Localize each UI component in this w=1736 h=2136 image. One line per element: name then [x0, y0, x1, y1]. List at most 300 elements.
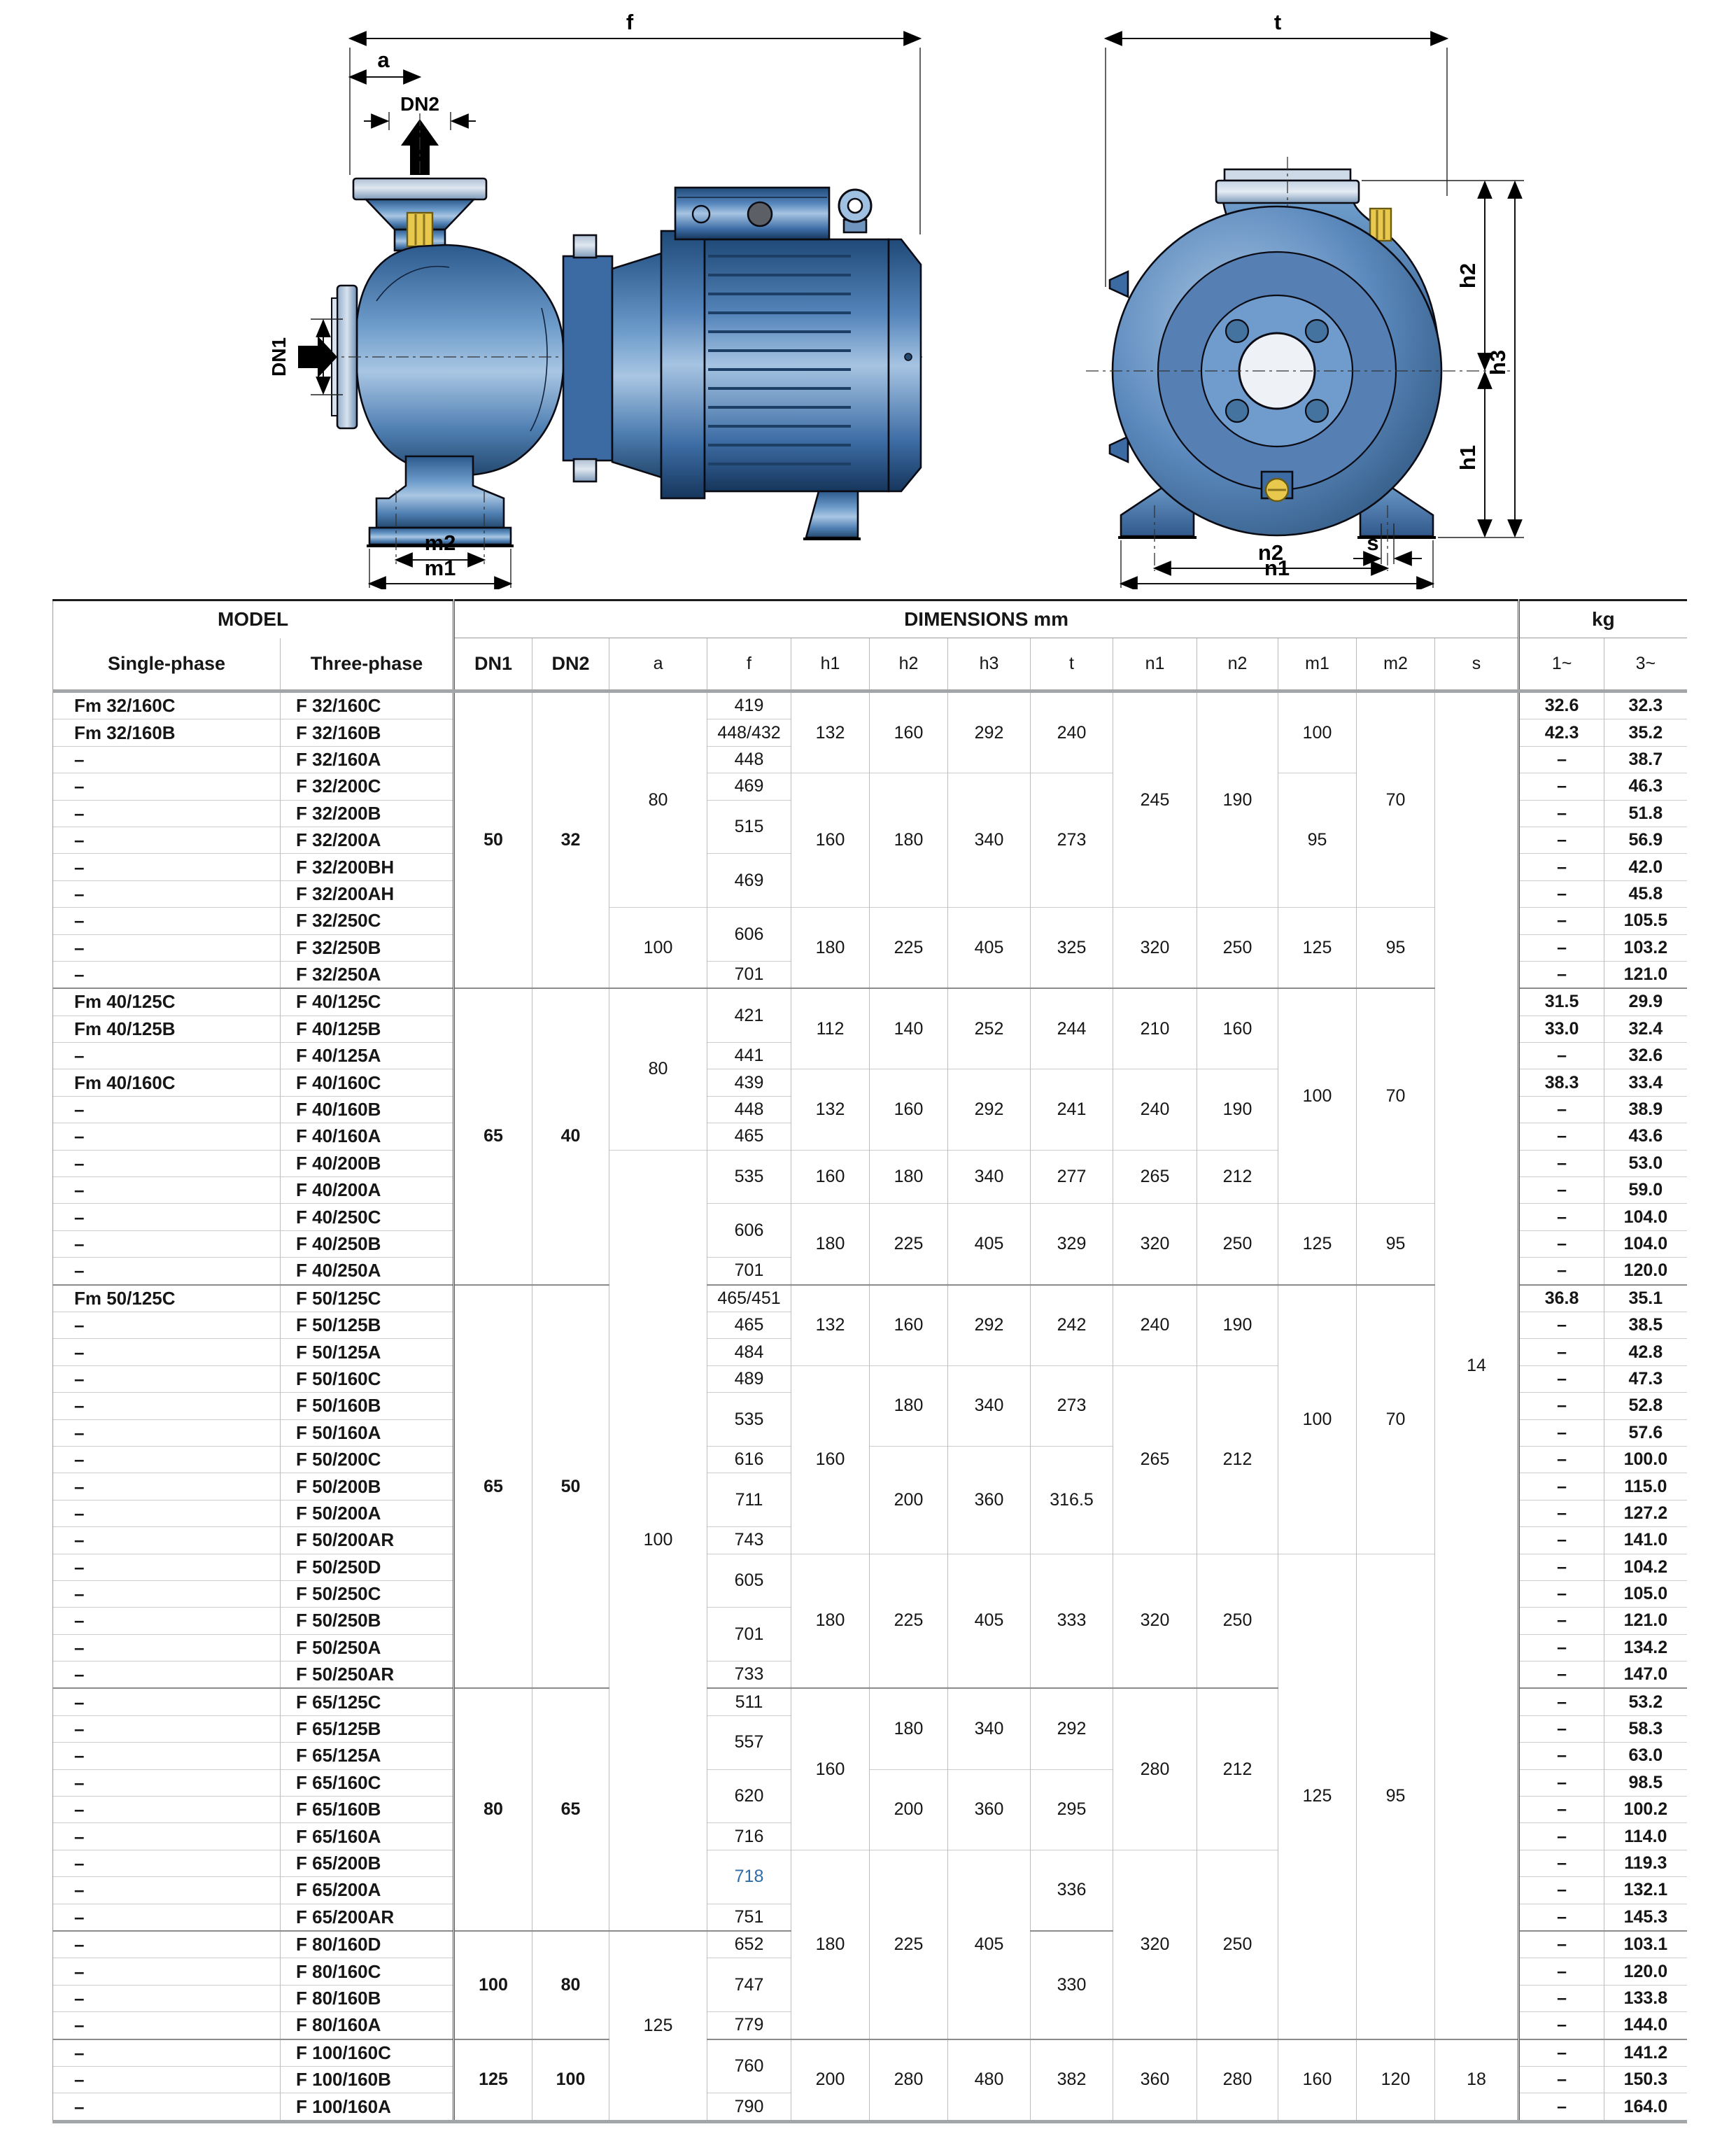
cell-h3: 292: [948, 691, 1031, 773]
cell-kg3: 115.0: [1604, 1473, 1687, 1500]
cell-kg1: –: [1519, 1204, 1604, 1230]
cell-h2: 180: [870, 1688, 948, 1769]
cell-single: –: [53, 2012, 281, 2039]
cell-n2: 280: [1197, 2039, 1278, 2122]
cell-three: F 40/160B: [281, 1096, 454, 1123]
cell-three: F 32/250A: [281, 961, 454, 988]
cell-kg3: 121.0: [1604, 1608, 1687, 1634]
cell-kg3: 63.0: [1604, 1743, 1687, 1769]
cell-single: –: [53, 746, 281, 773]
cell-single: –: [53, 1715, 281, 1742]
cell-n2: 250: [1197, 1850, 1278, 2039]
header-dimensions: DIMENSIONS mm: [454, 600, 1519, 638]
cell-kg3: 134.2: [1604, 1634, 1687, 1661]
cell-three: F 40/160A: [281, 1123, 454, 1150]
cell-kg1: –: [1519, 1661, 1604, 1689]
cell-h2: 225: [870, 908, 948, 989]
column-header-s: s: [1435, 638, 1519, 691]
cell-three: F 65/125A: [281, 1743, 454, 1769]
cell-three: F 40/250C: [281, 1204, 454, 1230]
cell-single: –: [53, 961, 281, 988]
cell-f: 535: [707, 1150, 791, 1204]
cell-f: 718: [707, 1850, 791, 1904]
cell-n2: 250: [1197, 1554, 1278, 1688]
cell-t: 273: [1031, 1365, 1113, 1446]
table-row: [53, 2039, 1687, 2067]
cell-t: 333: [1031, 1554, 1113, 1688]
cell-kg1: –: [1519, 1877, 1604, 1904]
cell-t: 273: [1031, 773, 1113, 908]
dim-label-h3: h3: [1486, 349, 1510, 376]
cell-f: 421: [707, 988, 791, 1042]
cell-h3: 340: [948, 1150, 1031, 1204]
cell-three: F 32/200A: [281, 827, 454, 853]
cell-kg1: –: [1519, 1527, 1604, 1554]
cell-single: –: [53, 1150, 281, 1176]
cell-f: 652: [707, 1931, 791, 1958]
cell-h2: 200: [870, 1769, 948, 1850]
cell-f: 557: [707, 1715, 791, 1769]
cell-f: 439: [707, 1069, 791, 1096]
cell-single: –: [53, 1688, 281, 1715]
cell-kg3: 164.0: [1604, 2093, 1687, 2121]
cell-three: F 32/200B: [281, 800, 454, 827]
cell-n1: 320: [1113, 1204, 1197, 1285]
cell-dn1: 50: [454, 691, 532, 989]
cell-kg1: –: [1519, 1850, 1604, 1876]
cell-a: 80: [609, 691, 707, 908]
cell-single: –: [53, 1797, 281, 1823]
cell-kg3: 127.2: [1604, 1500, 1687, 1526]
cell-kg1: –: [1519, 908, 1604, 934]
cell-single: –: [53, 1527, 281, 1554]
cell-single: –: [53, 1043, 281, 1069]
cell-h2: 280: [870, 2039, 948, 2122]
cell-kg3: 119.3: [1604, 1850, 1687, 1876]
cell-h1: 132: [791, 1069, 870, 1150]
cell-three: F 50/250D: [281, 1554, 454, 1580]
cell-single: Fm 40/160C: [53, 1069, 281, 1096]
cell-single: –: [53, 1230, 281, 1257]
cell-single: –: [53, 1204, 281, 1230]
cell-f: 489: [707, 1365, 791, 1392]
cell-single: –: [53, 1661, 281, 1689]
cell-f: 701: [707, 961, 791, 988]
cell-kg3: 32.3: [1604, 691, 1687, 719]
cell-kg1: –: [1519, 1743, 1604, 1769]
gland-plug: [407, 213, 432, 246]
column-header-a: a: [609, 638, 707, 691]
cell-h2: 225: [870, 1204, 948, 1285]
cell-kg1: 38.3: [1519, 1069, 1604, 1096]
cell-kg1: –: [1519, 1688, 1604, 1715]
column-header-dn1: DN1: [454, 638, 532, 691]
cell-single: –: [53, 880, 281, 907]
cell-m1: 160: [1278, 2039, 1357, 2122]
cell-three: F 65/200A: [281, 1877, 454, 1904]
cell-kg3: 120.0: [1604, 1958, 1687, 1985]
cell-kg3: 144.0: [1604, 2012, 1687, 2039]
cell-h1: 132: [791, 691, 870, 773]
cell-three: F 65/160C: [281, 1769, 454, 1796]
cell-three: F 32/160A: [281, 746, 454, 773]
cell-kg1: –: [1519, 1554, 1604, 1580]
cell-t: 242: [1031, 1285, 1113, 1366]
cell-f: 616: [707, 1446, 791, 1473]
cell-three: F 32/200AH: [281, 880, 454, 907]
cell-t: 382: [1031, 2039, 1113, 2122]
cell-three: F 50/250C: [281, 1580, 454, 1607]
cell-h2: 200: [870, 1446, 948, 1554]
cell-h1: 160: [791, 1150, 870, 1204]
cell-three: F 50/125B: [281, 1312, 454, 1338]
cell-kg1: –: [1519, 1580, 1604, 1607]
cell-kg3: 29.9: [1604, 988, 1687, 1016]
cell-f: 711: [707, 1473, 791, 1527]
cell-a: 100: [609, 1150, 707, 1931]
cell-single: –: [53, 1608, 281, 1634]
cell-kg1: –: [1519, 2039, 1604, 2067]
cell-kg1: –: [1519, 1230, 1604, 1257]
cell-m1: 100: [1278, 691, 1357, 773]
cell-f: 448: [707, 746, 791, 773]
cell-single: –: [53, 2093, 281, 2121]
cell-kg1: –: [1519, 1823, 1604, 1850]
cell-kg1: –: [1519, 1393, 1604, 1419]
cell-kg3: 105.5: [1604, 908, 1687, 934]
cell-kg1: –: [1519, 1419, 1604, 1446]
cell-single: –: [53, 1096, 281, 1123]
cell-kg1: –: [1519, 961, 1604, 988]
cell-f: 760: [707, 2039, 791, 2093]
cell-three: F 32/250B: [281, 934, 454, 961]
cell-single: –: [53, 827, 281, 853]
cell-kg3: 104.0: [1604, 1230, 1687, 1257]
cell-n2: 250: [1197, 908, 1278, 989]
cell-t: 244: [1031, 988, 1113, 1069]
cell-single: –: [53, 908, 281, 934]
cell-kg1: 32.6: [1519, 691, 1604, 719]
cell-a: 125: [609, 1931, 707, 2121]
cell-h1: 160: [791, 773, 870, 908]
pump-side-view-drawing: [259, 7, 931, 589]
cell-t: 330: [1031, 1931, 1113, 2039]
cell-n2: 212: [1197, 1365, 1278, 1554]
cell-three: F 40/125A: [281, 1043, 454, 1069]
cell-kg3: 120.0: [1604, 1258, 1687, 1285]
cell-n1: 320: [1113, 1850, 1197, 2039]
cell-h1: 160: [791, 1688, 870, 1850]
cell-h1: 160: [791, 1365, 870, 1554]
cell-kg3: 45.8: [1604, 880, 1687, 907]
cell-dn1: 125: [454, 2039, 532, 2122]
cell-kg3: 150.3: [1604, 2066, 1687, 2093]
cell-n1: 320: [1113, 1554, 1197, 1688]
cell-t: 241: [1031, 1069, 1113, 1150]
cell-n2: 212: [1197, 1150, 1278, 1204]
cell-kg3: 42.0: [1604, 854, 1687, 880]
cell-f: 535: [707, 1393, 791, 1447]
cell-three: F 100/160B: [281, 2066, 454, 2093]
cell-h1: 132: [791, 1285, 870, 1366]
cell-n2: 190: [1197, 1069, 1278, 1150]
cell-kg1: –: [1519, 1608, 1604, 1634]
cell-t: 329: [1031, 1204, 1113, 1285]
cell-three: F 65/200B: [281, 1850, 454, 1876]
cell-kg3: 133.8: [1604, 1985, 1687, 2011]
cell-three: F 80/160D: [281, 1931, 454, 1958]
cell-single: –: [53, 1473, 281, 1500]
cell-three: F 32/160B: [281, 719, 454, 746]
dim-label-f: f: [626, 10, 634, 34]
cell-single: –: [53, 1580, 281, 1607]
dim-label-dn2: DN2: [400, 93, 440, 115]
cell-h2: 180: [870, 1365, 948, 1446]
cell-f: 779: [707, 2012, 791, 2039]
cell-three: F 50/125A: [281, 1339, 454, 1365]
cell-single: –: [53, 1634, 281, 1661]
cell-kg3: 57.6: [1604, 1419, 1687, 1446]
cell-dn2: 32: [532, 691, 609, 989]
cell-single: –: [53, 1312, 281, 1338]
dim-label-a: a: [377, 48, 390, 72]
column-header-kg1: 1~: [1519, 638, 1604, 691]
cell-kg3: 53.2: [1604, 1688, 1687, 1715]
cell-kg3: 141.2: [1604, 2039, 1687, 2067]
cell-t: 325: [1031, 908, 1113, 989]
cell-m1: 95: [1278, 773, 1357, 908]
cell-dn1: 65: [454, 988, 532, 1284]
cell-kg1: –: [1519, 854, 1604, 880]
cell-kg1: 33.0: [1519, 1016, 1604, 1042]
cell-h3: 405: [948, 1204, 1031, 1285]
cell-kg3: 58.3: [1604, 1715, 1687, 1742]
cell-single: –: [53, 1850, 281, 1876]
cell-kg1: –: [1519, 934, 1604, 961]
cell-dn1: 65: [454, 1285, 532, 1689]
cell-a: 100: [609, 908, 707, 989]
cell-single: –: [53, 773, 281, 800]
column-header-n1: n1: [1113, 638, 1197, 691]
cell-h3: 405: [948, 1850, 1031, 2039]
cell-single: –: [53, 1877, 281, 1904]
cell-kg3: 43.6: [1604, 1123, 1687, 1150]
cell-single: Fm 40/125C: [53, 988, 281, 1016]
cell-h1: 112: [791, 988, 870, 1069]
cell-h3: 405: [948, 1554, 1031, 1688]
dim-label-dn1: DN1: [268, 337, 290, 377]
cell-kg3: 104.2: [1604, 1554, 1687, 1580]
column-header-h3: h3: [948, 638, 1031, 691]
cell-three: F 32/160C: [281, 691, 454, 719]
cell-kg1: –: [1519, 1473, 1604, 1500]
dim-label-h1: h1: [1455, 444, 1480, 471]
cell-three: F 32/250C: [281, 908, 454, 934]
cell-h1: 180: [791, 908, 870, 989]
cell-n2: 160: [1197, 988, 1278, 1069]
table-group-header-row: [53, 600, 1687, 638]
cell-t: 292: [1031, 1688, 1113, 1769]
cell-n1: 210: [1113, 988, 1197, 1069]
gland-plug: [1370, 209, 1391, 241]
cell-kg1: –: [1519, 1797, 1604, 1823]
cell-single: –: [53, 934, 281, 961]
cell-dn2: 65: [532, 1688, 609, 1931]
dim-label-n1: n1: [1264, 556, 1290, 580]
cell-kg3: 56.9: [1604, 827, 1687, 853]
cell-three: F 32/200C: [281, 773, 454, 800]
cell-h3: 292: [948, 1069, 1031, 1150]
cell-dn2: 40: [532, 988, 609, 1284]
cell-kg3: 121.0: [1604, 961, 1687, 988]
cell-kg3: 33.4: [1604, 1069, 1687, 1096]
column-header-m1: m1: [1278, 638, 1357, 691]
cell-f: 515: [707, 800, 791, 854]
cell-m1: 100: [1278, 1285, 1357, 1554]
cell-h1: 180: [791, 1554, 870, 1688]
cell-m2: 95: [1357, 1204, 1435, 1285]
cell-three: F 40/250A: [281, 1258, 454, 1285]
cell-n1: 280: [1113, 1688, 1197, 1850]
cell-single: Fm 40/125B: [53, 1016, 281, 1042]
cell-single: –: [53, 1177, 281, 1204]
cell-m1: 100: [1278, 988, 1357, 1204]
cell-single: Fm 32/160C: [53, 691, 281, 719]
cell-kg1: –: [1519, 1904, 1604, 1931]
cell-kg3: 51.8: [1604, 800, 1687, 827]
cell-kg1: –: [1519, 1634, 1604, 1661]
cell-m2: 120: [1357, 2039, 1435, 2122]
cell-kg1: –: [1519, 2012, 1604, 2039]
cell-single: –: [53, 1554, 281, 1580]
cell-kg3: 52.8: [1604, 1393, 1687, 1419]
cell-m1: 125: [1278, 908, 1357, 989]
cell-kg1: –: [1519, 773, 1604, 800]
cell-kg3: 32.6: [1604, 1043, 1687, 1069]
cell-kg1: –: [1519, 1123, 1604, 1150]
cell-a: 80: [609, 988, 707, 1150]
cell-t: 295: [1031, 1769, 1113, 1850]
cell-kg3: 32.4: [1604, 1016, 1687, 1042]
cell-kg1: –: [1519, 1258, 1604, 1285]
cell-three: F 50/160B: [281, 1393, 454, 1419]
cell-single: –: [53, 1393, 281, 1419]
cell-h1: 200: [791, 2039, 870, 2122]
column-header-single: Single-phase: [53, 638, 281, 691]
cell-three: F 40/125B: [281, 1016, 454, 1042]
cell-kg1: –: [1519, 880, 1604, 907]
cell-kg1: –: [1519, 1043, 1604, 1069]
cell-n2: 250: [1197, 1204, 1278, 1285]
cell-kg3: 132.1: [1604, 1877, 1687, 1904]
cell-single: Fm 50/125C: [53, 1285, 281, 1312]
cell-single: –: [53, 2066, 281, 2093]
dim-label-m1: m1: [424, 556, 456, 580]
cell-three: F 50/200C: [281, 1446, 454, 1473]
cell-kg3: 47.3: [1604, 1365, 1687, 1392]
dim-label-t: t: [1273, 10, 1282, 34]
cell-kg3: 145.3: [1604, 1904, 1687, 1931]
cell-h3: 480: [948, 2039, 1031, 2122]
cell-n1: 240: [1113, 1069, 1197, 1150]
cell-h3: 360: [948, 1769, 1031, 1850]
cell-kg3: 98.5: [1604, 1769, 1687, 1796]
column-header-dn2: DN2: [532, 638, 609, 691]
column-header-h2: h2: [870, 638, 948, 691]
cell-three: F 40/200B: [281, 1150, 454, 1176]
cell-three: F 32/200BH: [281, 854, 454, 880]
cell-kg3: 35.1: [1604, 1285, 1687, 1312]
cell-kg1: 42.3: [1519, 719, 1604, 746]
cell-kg1: –: [1519, 1177, 1604, 1204]
header-kg: kg: [1519, 600, 1687, 638]
cell-three: F 50/250AR: [281, 1661, 454, 1689]
cell-dn2: 100: [532, 2039, 609, 2122]
cell-three: F 65/200AR: [281, 1904, 454, 1931]
cell-f: 511: [707, 1688, 791, 1715]
cell-single: –: [53, 854, 281, 880]
cell-kg1: –: [1519, 746, 1604, 773]
dim-label-m2: m2: [424, 531, 456, 555]
cell-dn2: 50: [532, 1285, 609, 1689]
cell-single: –: [53, 1743, 281, 1769]
cell-kg1: –: [1519, 1715, 1604, 1742]
cell-n1: 245: [1113, 691, 1197, 908]
cell-h2: 180: [870, 773, 948, 908]
cell-n1: 320: [1113, 908, 1197, 989]
cell-h2: 180: [870, 1150, 948, 1204]
cell-three: F 100/160A: [281, 2093, 454, 2121]
cell-three: F 80/160B: [281, 1985, 454, 2011]
cell-n2: 190: [1197, 1285, 1278, 1366]
cell-single: Fm 32/160B: [53, 719, 281, 746]
cell-three: F 50/250B: [281, 1608, 454, 1634]
cell-dn1: 100: [454, 1931, 532, 2039]
cell-n2: 190: [1197, 691, 1278, 908]
column-header-t: t: [1031, 638, 1113, 691]
cell-single: –: [53, 1769, 281, 1796]
cell-f: 716: [707, 1823, 791, 1850]
cell-h1: 180: [791, 1850, 870, 2039]
cell-kg3: 38.5: [1604, 1312, 1687, 1338]
cell-three: F 50/250A: [281, 1634, 454, 1661]
cell-kg1: –: [1519, 1931, 1604, 1958]
cell-single: –: [53, 1500, 281, 1526]
cell-three: F 40/160C: [281, 1069, 454, 1096]
cell-kg1: 36.8: [1519, 1285, 1604, 1312]
cell-three: F 40/250B: [281, 1230, 454, 1257]
cell-h2: 160: [870, 1285, 948, 1366]
column-header-kg3: 3~: [1604, 638, 1687, 691]
cell-single: –: [53, 2039, 281, 2067]
cell-three: F 65/125B: [281, 1715, 454, 1742]
cell-f: 790: [707, 2093, 791, 2121]
cell-kg1: –: [1519, 1769, 1604, 1796]
cell-f: 469: [707, 773, 791, 800]
cell-m2: 70: [1357, 691, 1435, 908]
cell-f: 606: [707, 908, 791, 962]
cell-three: F 65/160B: [281, 1797, 454, 1823]
cell-single: –: [53, 1958, 281, 1985]
cell-kg1: –: [1519, 1339, 1604, 1365]
cell-three: F 50/160C: [281, 1365, 454, 1392]
cell-three: F 50/125C: [281, 1285, 454, 1312]
cell-n1: 360: [1113, 2039, 1197, 2122]
cell-single: –: [53, 1339, 281, 1365]
cell-kg3: 100.0: [1604, 1446, 1687, 1473]
cell-single: –: [53, 1985, 281, 2011]
cell-f: 465: [707, 1312, 791, 1338]
